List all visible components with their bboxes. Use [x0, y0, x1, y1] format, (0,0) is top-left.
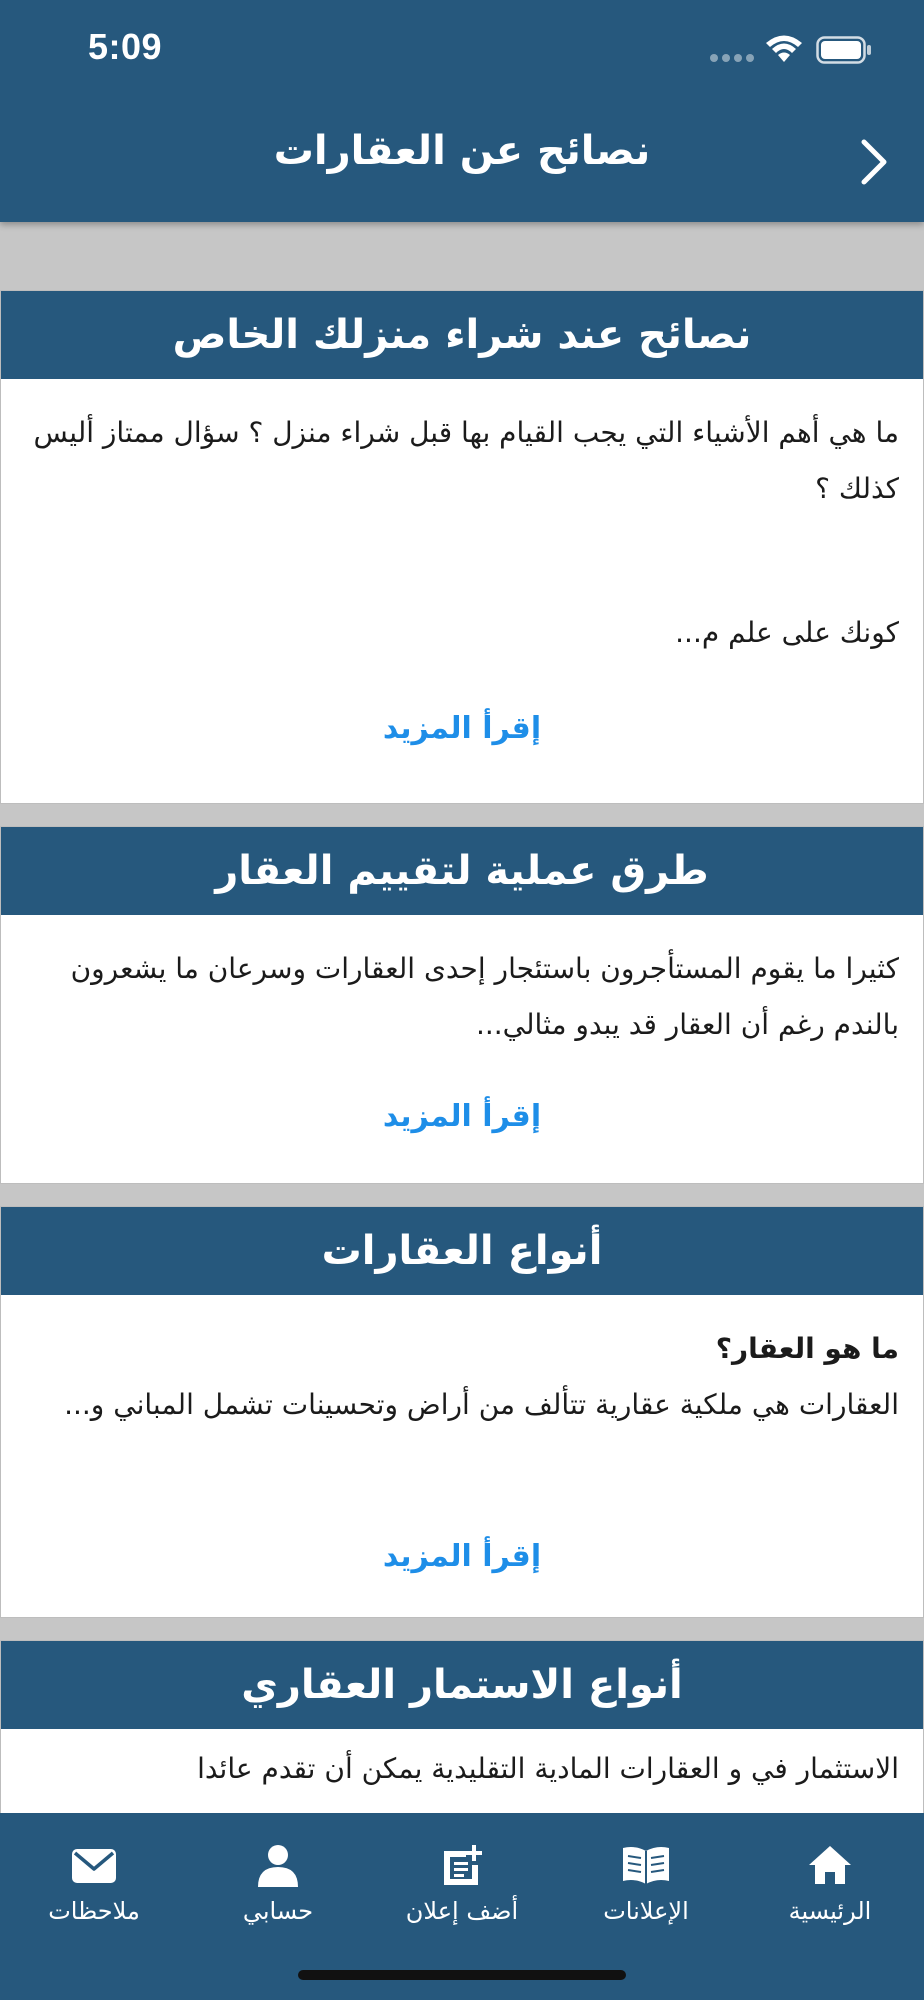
- chevron-right-icon[interactable]: [856, 136, 892, 188]
- signal-dots-icon: [710, 54, 756, 62]
- envelope-icon: [69, 1843, 119, 1887]
- tab-label: حسابي: [242, 1897, 314, 1925]
- card-title: أنواع العقارات: [1, 1207, 923, 1295]
- read-more-link[interactable]: إقرأ المزيد: [382, 1539, 542, 1574]
- home-icon: [806, 1843, 854, 1887]
- excerpt-paragraph: العقارات هي ملكية عقارية تتألف من أراض وتحسينات تشمل المباني و...: [64, 1388, 899, 1421]
- card-title: أنواع الاستمار العقاري: [1, 1641, 923, 1729]
- card-excerpt: [1, 379, 923, 661]
- card-excerpt: [1, 1295, 923, 1433]
- tab-label: الإعلانات: [603, 1897, 689, 1925]
- tab-feedback[interactable]: [2, 1843, 186, 1925]
- status-time: 5:09: [88, 26, 163, 67]
- excerpt-paragraph: الاستثمار في و العقارات المادية التقليدية يمكن أن تقدم عائدا: [197, 1752, 899, 1785]
- card-excerpt: [1, 915, 923, 1053]
- card-title: طرق عملية لتقييم العقار: [1, 827, 923, 915]
- tab-label: أضف إعلان: [405, 1897, 519, 1925]
- card-title: نصائح عند شراء منزلك الخاص: [1, 291, 923, 379]
- excerpt-paragraph: كثيرا ما يقوم المستأجرون باستئجار إحدى العقارات وسرعان ما يشعرون بالندم رغم أن العقار قد يبدو مثالي...: [70, 952, 899, 1041]
- open-book-icon: [619, 1843, 673, 1887]
- tab-home[interactable]: [738, 1843, 922, 1925]
- tab-add-ad[interactable]: [370, 1843, 554, 1925]
- excerpt-question: ما هو العقار؟: [715, 1332, 899, 1365]
- article-card: [0, 290, 924, 804]
- tab-label: الرئيسية: [788, 1897, 872, 1925]
- add-note-icon: [438, 1843, 486, 1887]
- wifi-icon: [764, 34, 804, 64]
- card-excerpt: [1, 1729, 923, 1797]
- person-icon: [254, 1843, 302, 1887]
- excerpt-paragraph: كونك على علم م...: [675, 616, 899, 649]
- article-card: [0, 826, 924, 1184]
- navigation-bar: [0, 0, 924, 222]
- tab-ads[interactable]: [554, 1843, 738, 1925]
- battery-icon: [816, 36, 872, 64]
- tab-account[interactable]: [186, 1843, 370, 1925]
- read-more-link[interactable]: إقرأ المزيد: [382, 711, 542, 746]
- read-more-link[interactable]: إقرأ المزيد: [382, 1099, 542, 1134]
- tab-label: ملاحظات: [48, 1897, 140, 1925]
- home-indicator: [298, 1970, 626, 1980]
- page-title: نصائح عن العقارات: [273, 128, 651, 174]
- excerpt-paragraph: ما هي أهم الأشياء التي يجب القيام بها قبل شراء منزل ؟ سؤال ممتاز أليس كذلك ؟: [33, 416, 899, 505]
- article-card: [0, 1206, 924, 1618]
